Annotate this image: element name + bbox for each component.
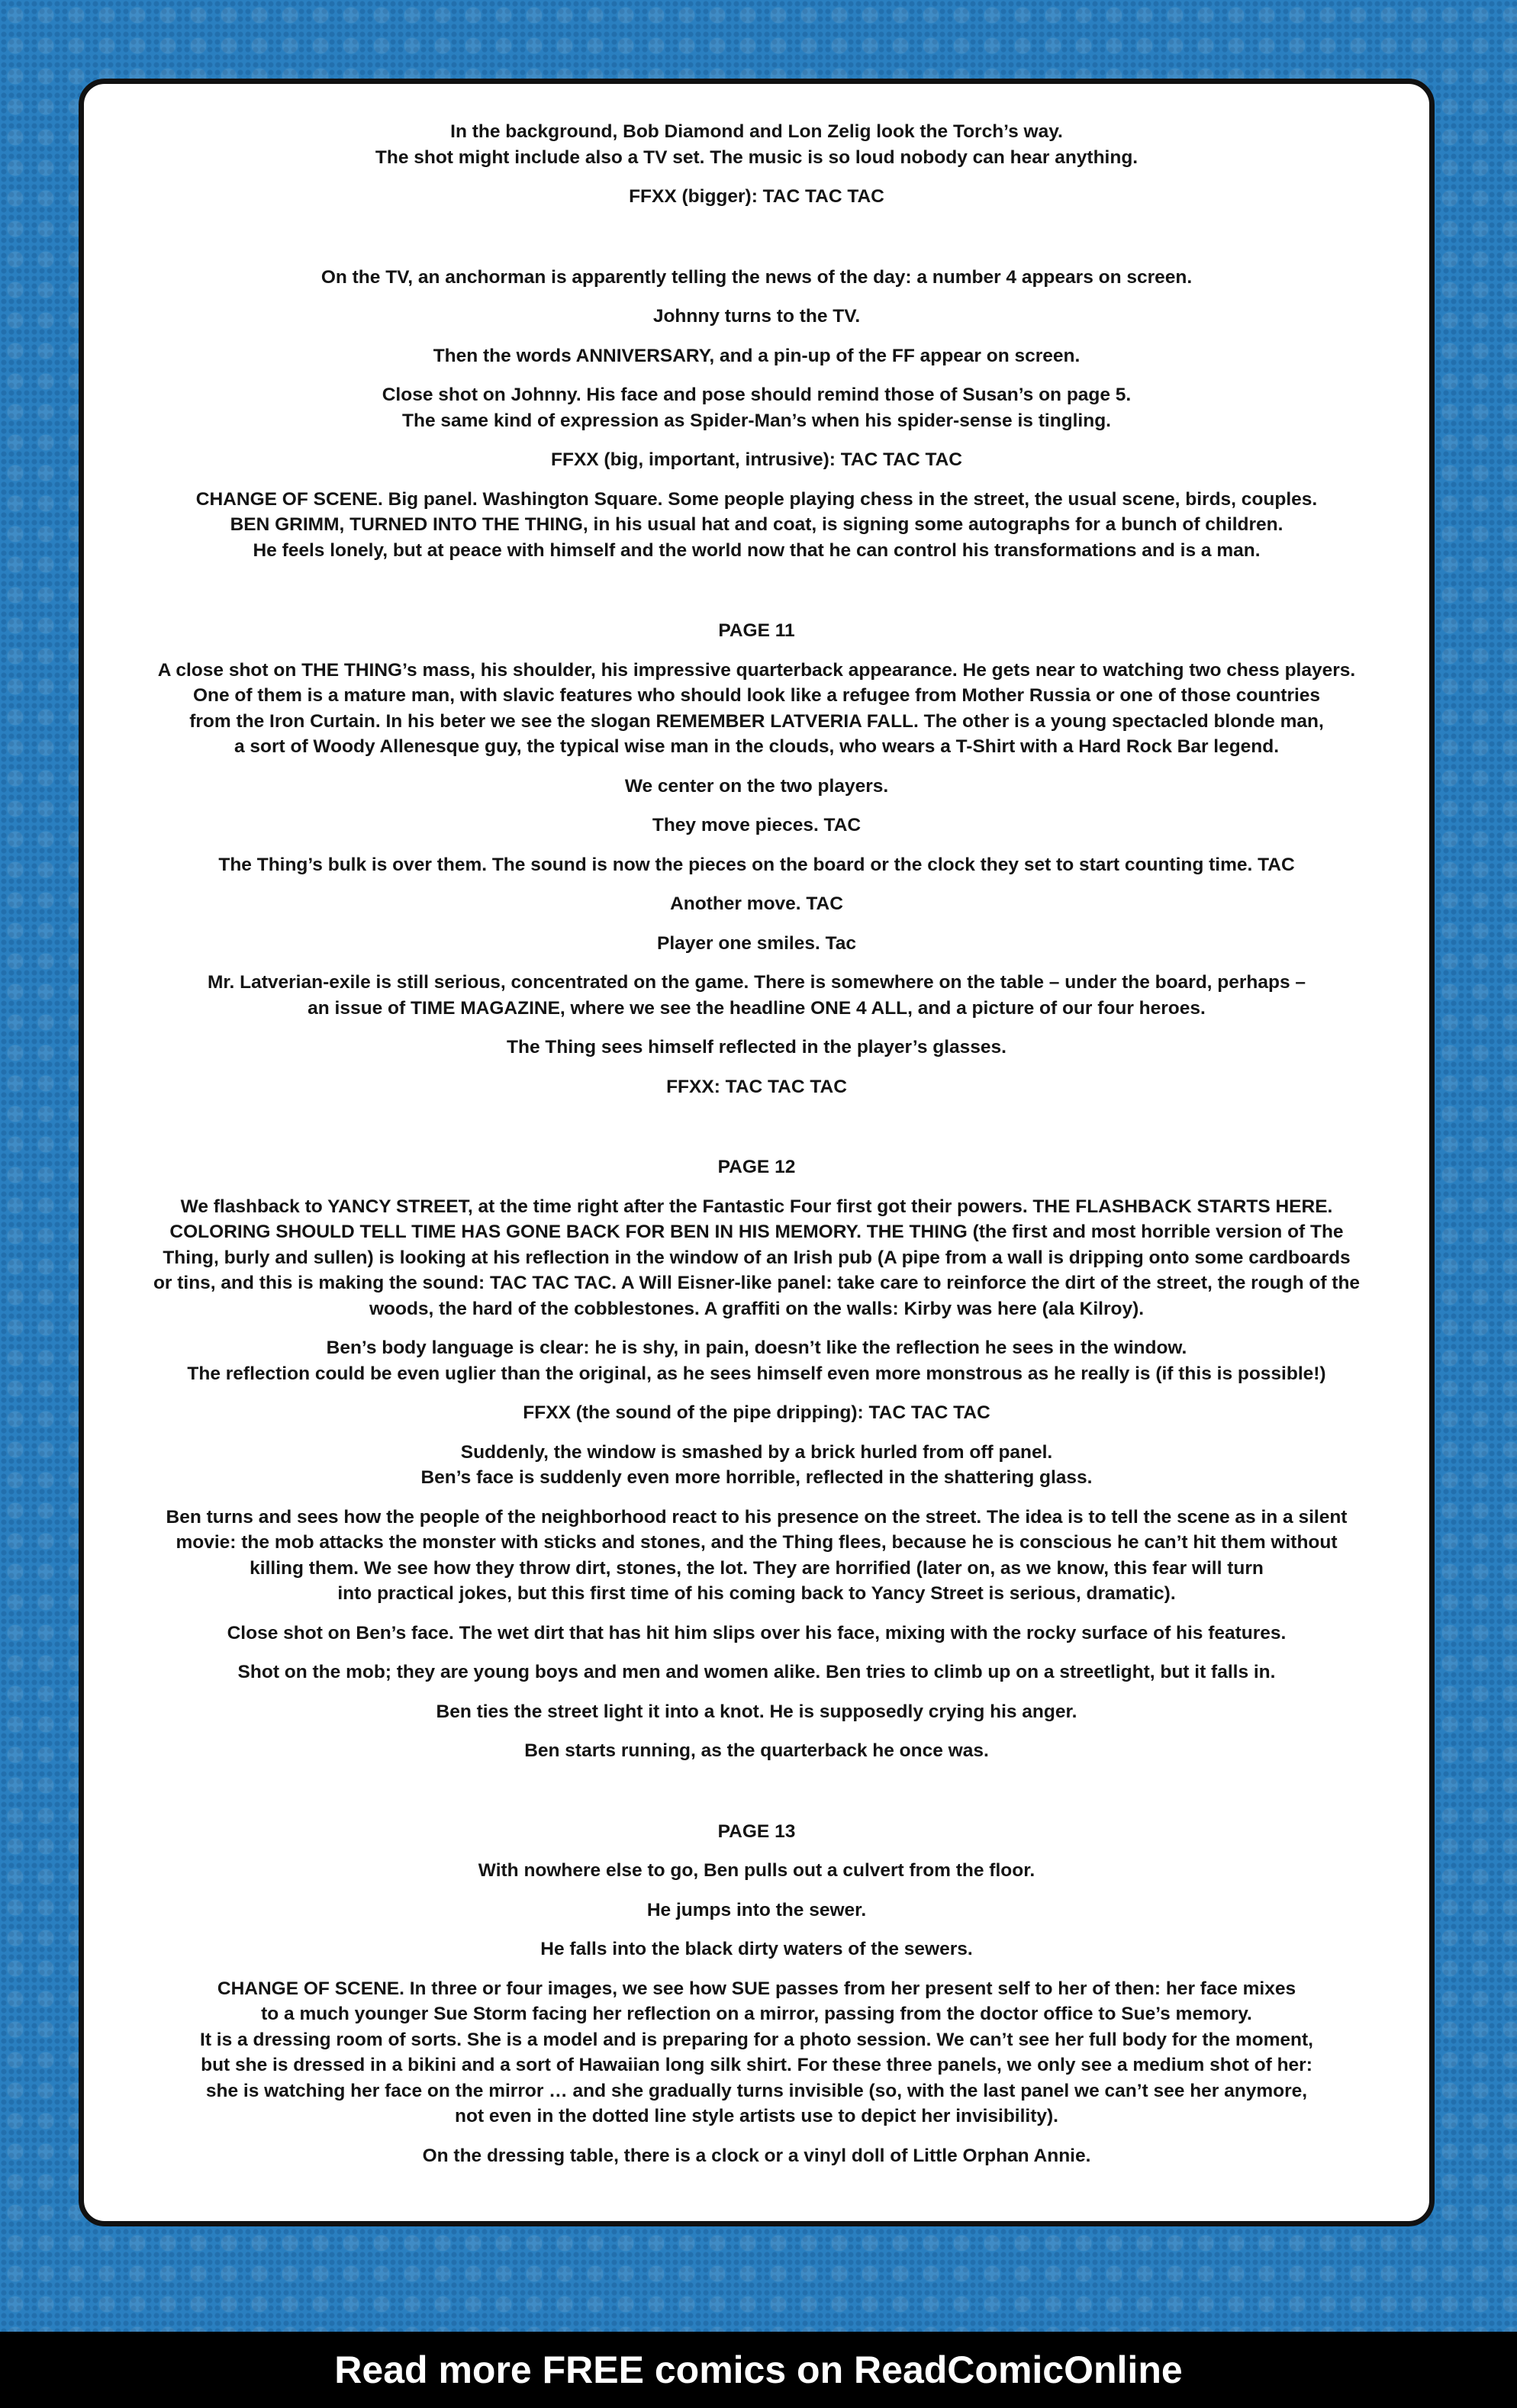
script-paragraph: Ben’s body language is clear: he is shy, in pain, doesn’t like the reflection he sees in the window. The reflection could be even uglier than the original, as he sees himself even more monstrous as he really is (if this is possible!) <box>187 1338 1326 1384</box>
script-paragraph: CHANGE OF SCENE. In three or four images, we see how SUE passes from her present self to her of then: her face mixes to a much younger Sue Storm facing her reflection on a mirror, passing from the doctor office to Sue’s memory. It is a dressing room of sorts. She is a model and is preparing for a photo session. We can’t see her full body for the moment, but she is dressed in a bikini and a sort of Hawaiian long silk shirt. For these three panels, we only see a medium shot of her: she is watching her face on the mirror … and she gradually turns invisible (so, with the last panel we can’t see her anymore, not even in the dotted line style artists use to depict her invisibility). <box>200 1978 1313 2126</box>
script-paragraph: We flashback to YANCY STREET, at the time right after the Fantastic Four first got their powers. THE FLASHBACK STARTS HERE. COLORING SHOULD TELL TIME HAS GONE BACK FOR BEN IN HIS MEMORY. THE THING (the first and most horrible version of The Thing, burly and sullen) is looking at his reflection in the window of an Irish pub (A pipe from a wall is dripping onto some cardboards or tins, and this is making the sound: TAC TAC TAC. A Will Eisner-like panel: take care to reinforce the dirt of the street, the rough of the woods, the hard of the cobblestones. A graffiti on the walls: Kirby was here (ala Kilroy). <box>153 1196 1361 1319</box>
script-paragraph: They move pieces. TAC <box>652 815 862 835</box>
script-page <box>79 79 1435 2226</box>
script-paragraph: Close shot on Johnny. His face and pose should remind those of Susan’s on page 5. The same kind of expression as Spider-Man’s when his spider-sense is tingling. <box>382 385 1132 431</box>
script-paragraph: He jumps into the sewer. <box>646 1899 867 1920</box>
script-paragraph: Johnny turns to the TV. <box>652 306 861 327</box>
page-13-heading: PAGE 13 <box>717 1820 796 1842</box>
sound-effect: FFXX: TAC TAC TAC <box>666 1076 847 1097</box>
page-11-heading: PAGE 11 <box>718 620 795 641</box>
script-paragraph: Ben starts running, as the quarterback he once was. <box>524 1740 989 1761</box>
script-paragraph: Player one smiles. Tac <box>656 932 857 954</box>
script-paragraph: A close shot on THE THING’s mass, his shoulder, his impressive quarterback appearance. He gets near to watching two chess players. One of them is a mature man, with slavic features who should look like a refugee from Mother Russia or one of those countries from the Iron Curtain. In his beter we see the slogan REMEMBER LATVERIA FALL. The other is a young spectacled blonde man, a sort of Woody Allenesque guy, the typical wise man in the clouds, who wears a T-Shirt with a Hard Rock Bar legend. <box>157 659 1356 757</box>
sound-effect: FFXX (big, important, intrusive): TAC TAC TAC <box>551 449 962 470</box>
script-paragraph: Ben turns and sees how the people of the neighborhood react to his presence on the street. The idea is to tell the scene as in a silent movie: the mob attacks the monster with sticks and stones, and the Thing flees, because he is conscious he can’t hit them without killing them. We see how they throw dirt, stones, the lot. They are horrified (later on, as we know, this fear will turn into practical jokes, but this first time of his coming back to Yancy Street is serious, dramatic). <box>166 1506 1348 1604</box>
script-paragraph: On the TV, an anchorman is apparently telling the news of the day: a number 4 appears on screen. <box>320 266 1193 288</box>
sound-effect: FFXX (the sound of the pipe dripping): TAC TAC TAC <box>523 1402 990 1423</box>
script-paragraph: The Thing sees himself reflected in the player’s glasses. <box>507 1037 1007 1058</box>
script-paragraph: Mr. Latverian-exile is still serious, concentrated on the game. There is somewhere on the table – under the board, perhaps – an issue of TIME MAGAZINE, where we see the headline ONE 4 ALL, and a picture of our four heroes. <box>207 972 1306 1019</box>
sound-effect: FFXX (bigger): TAC TAC TAC <box>629 186 884 207</box>
script-paragraph: In the background, Bob Diamond and Lon Zelig look the Torch’s way. The shot might include also a TV set. The music is so loud nobody can hear anything. <box>375 121 1139 168</box>
script-paragraph: The Thing’s bulk is over them. The sound is now the pieces on the board or the clock they set to start counting time. TAC <box>218 854 1295 875</box>
script-paragraph: He falls into the black dirty waters of the sewers. <box>540 1939 973 1959</box>
script-paragraph: Another move. TAC <box>670 893 843 914</box>
promo-banner[interactable] <box>0 2332 1517 2408</box>
script-paragraph: We center on the two players. <box>624 775 889 797</box>
promo-banner-text[interactable]: Read more FREE comics on ReadComicOnline <box>334 2348 1183 2391</box>
script-paragraph: Then the words ANNIVERSARY, and a pin-up of the FF appear on screen. <box>433 345 1081 366</box>
script-paragraph: Shot on the mob; they are young boys and men and women alike. Ben tries to climb up on a streetlight, but it falls in. <box>237 1662 1276 1682</box>
page-12-heading: PAGE 12 <box>717 1157 796 1177</box>
script-paragraph: With nowhere else to go, Ben pulls out a culvert from the floor. <box>478 1860 1035 1881</box>
script-paragraph: On the dressing table, there is a clock or a vinyl doll of Little Orphan Annie. <box>422 2145 1091 2166</box>
script-paragraph: Suddenly, the window is smashed by a brick hurled from off panel. Ben’s face is suddenly even more horrible, reflected in the shattering glass. <box>420 1441 1093 1488</box>
script-paragraph: Close shot on Ben’s face. The wet dirt that has hit him slips over his face, mixing with the rocky surface of his features. <box>227 1622 1287 1643</box>
script-paragraph: Ben ties the street light it into a knot. He is supposedly crying his anger. <box>436 1701 1077 1722</box>
script-paragraph: CHANGE OF SCENE. Big panel. Washington Square. Some people playing chess in the street, the usual scene, birds, couples. BEN GRIMM, TURNED INTO THE THING, in his usual hat and coat, is signing some autographs for a bunch of children. He feels lonely, but at peace with himself and the world now that he can control his transformations and is a man. <box>195 488 1318 561</box>
